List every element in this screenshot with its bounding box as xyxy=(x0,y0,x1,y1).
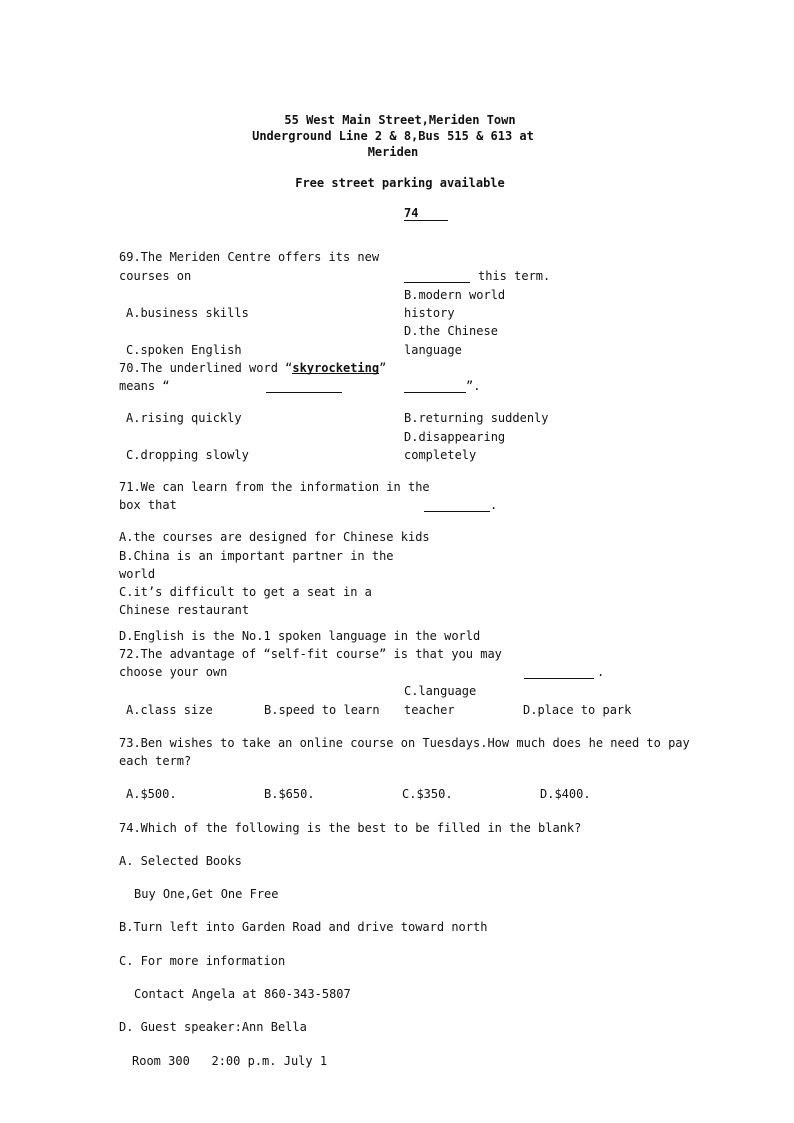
q70-stem-line2: means “ xyxy=(119,379,170,393)
q70-option-d-line1: D.disappearing xyxy=(404,430,506,444)
q69-stem-end: this term. xyxy=(478,269,551,283)
q72-blank xyxy=(524,678,594,679)
q71-option-b-line2: world xyxy=(119,567,156,581)
q71-blank xyxy=(424,511,490,512)
q69-option-d-line2: language xyxy=(404,343,462,357)
q72-stem-line1: 72.The advantage of “self-fit course” is that you may xyxy=(119,647,502,661)
q73-stem-line1: 73.Ben wishes to take an online course on Tuesdays.How much does he need to pay xyxy=(119,736,690,750)
q71-stem-end: . xyxy=(490,498,498,512)
q74-stem: 74.Which of the following is the best to be filled in the blank? xyxy=(119,821,582,835)
q69-option-b-line2: history xyxy=(404,306,455,320)
q69-blank xyxy=(404,282,470,283)
q69-option-d-line1: D.the Chinese xyxy=(404,324,498,338)
q70-close-quote: ” xyxy=(379,361,387,375)
q74-option-b: B.Turn left into Garden Road and drive toward north xyxy=(119,920,488,934)
q71-option-d: D.English is the No.1 spoken language in the world xyxy=(119,629,481,643)
blank-underline xyxy=(404,220,448,221)
q74-option-a-line2: Buy One,Get One Free xyxy=(134,887,279,901)
q70-stem-line1 xyxy=(119,359,386,377)
q73-option-b: B.$650. xyxy=(264,787,315,801)
q71-stem-line2: box that xyxy=(119,498,177,512)
address-line-1: 55 West Main Street,Meriden Town xyxy=(284,113,516,127)
q69-option-a: A.business skills xyxy=(126,306,249,320)
q69-stem-line2: courses on xyxy=(119,269,192,283)
q73-option-c: C.$350. xyxy=(402,787,453,801)
q74-option-c-line2: Contact Angela at 860-343-5807 xyxy=(134,987,351,1001)
q70-blank-right xyxy=(404,392,466,393)
q72-option-d: D.place to park xyxy=(523,703,632,717)
q71-stem-line1: 71.We can learn from the information in the xyxy=(119,480,430,494)
q74-option-d-line1: D. Guest speaker:Ann Bella xyxy=(119,1020,307,1034)
q70-option-a: A.rising quickly xyxy=(126,411,242,425)
q72-option-a: A.class size xyxy=(126,703,213,717)
q72-stem-end: . xyxy=(597,665,605,679)
q70-underlined-word: skyrocketing xyxy=(292,361,380,375)
q70-stem-text: 70.The underlined word “ xyxy=(119,361,293,375)
q74-option-d-line2: Room 300 2:00 p.m. July 1 xyxy=(132,1054,328,1068)
q70-option-d-line2: completely xyxy=(404,448,477,462)
q70-option-b: B.returning suddenly xyxy=(404,411,549,425)
q69-option-c: C.spoken English xyxy=(126,343,242,357)
parking-note: Free street parking available xyxy=(295,176,505,190)
q71-option-c-line2: Chinese restaurant xyxy=(119,603,250,617)
address-line-2: Underground Line 2 & 8,Bus 515 & 613 at xyxy=(252,129,534,143)
q70-stem-end: ”. xyxy=(466,379,481,393)
q74-option-a-line1: A. Selected Books xyxy=(119,854,242,868)
q71-option-b-line1: B.China is an important partner in the xyxy=(119,549,394,563)
q72-option-c-line2: teacher xyxy=(404,703,455,717)
q69-option-b-line1: B.modern world xyxy=(404,288,506,302)
q70-option-c: C.dropping slowly xyxy=(126,448,249,462)
blank-number: 74 xyxy=(404,206,419,220)
q73-option-a: A.$500. xyxy=(126,787,177,801)
q74-option-c-line1: C. For more information xyxy=(119,954,286,968)
q72-option-c-line1: C.language xyxy=(404,684,477,698)
q73-option-d: D.$400. xyxy=(540,787,591,801)
q71-option-c-line1: C.it’s difficult to get a seat in a xyxy=(119,585,372,599)
q72-stem-line2: choose your own xyxy=(119,665,228,679)
address-line-3: Meriden xyxy=(367,145,419,159)
q70-blank-left xyxy=(266,392,342,393)
q69-stem-line1: 69.The Meriden Centre offers its new xyxy=(119,250,380,264)
q72-option-b: B.speed to learn xyxy=(264,703,380,717)
q73-stem-line2: each term? xyxy=(119,754,192,768)
q71-option-a: A.the courses are designed for Chinese kids xyxy=(119,530,430,544)
